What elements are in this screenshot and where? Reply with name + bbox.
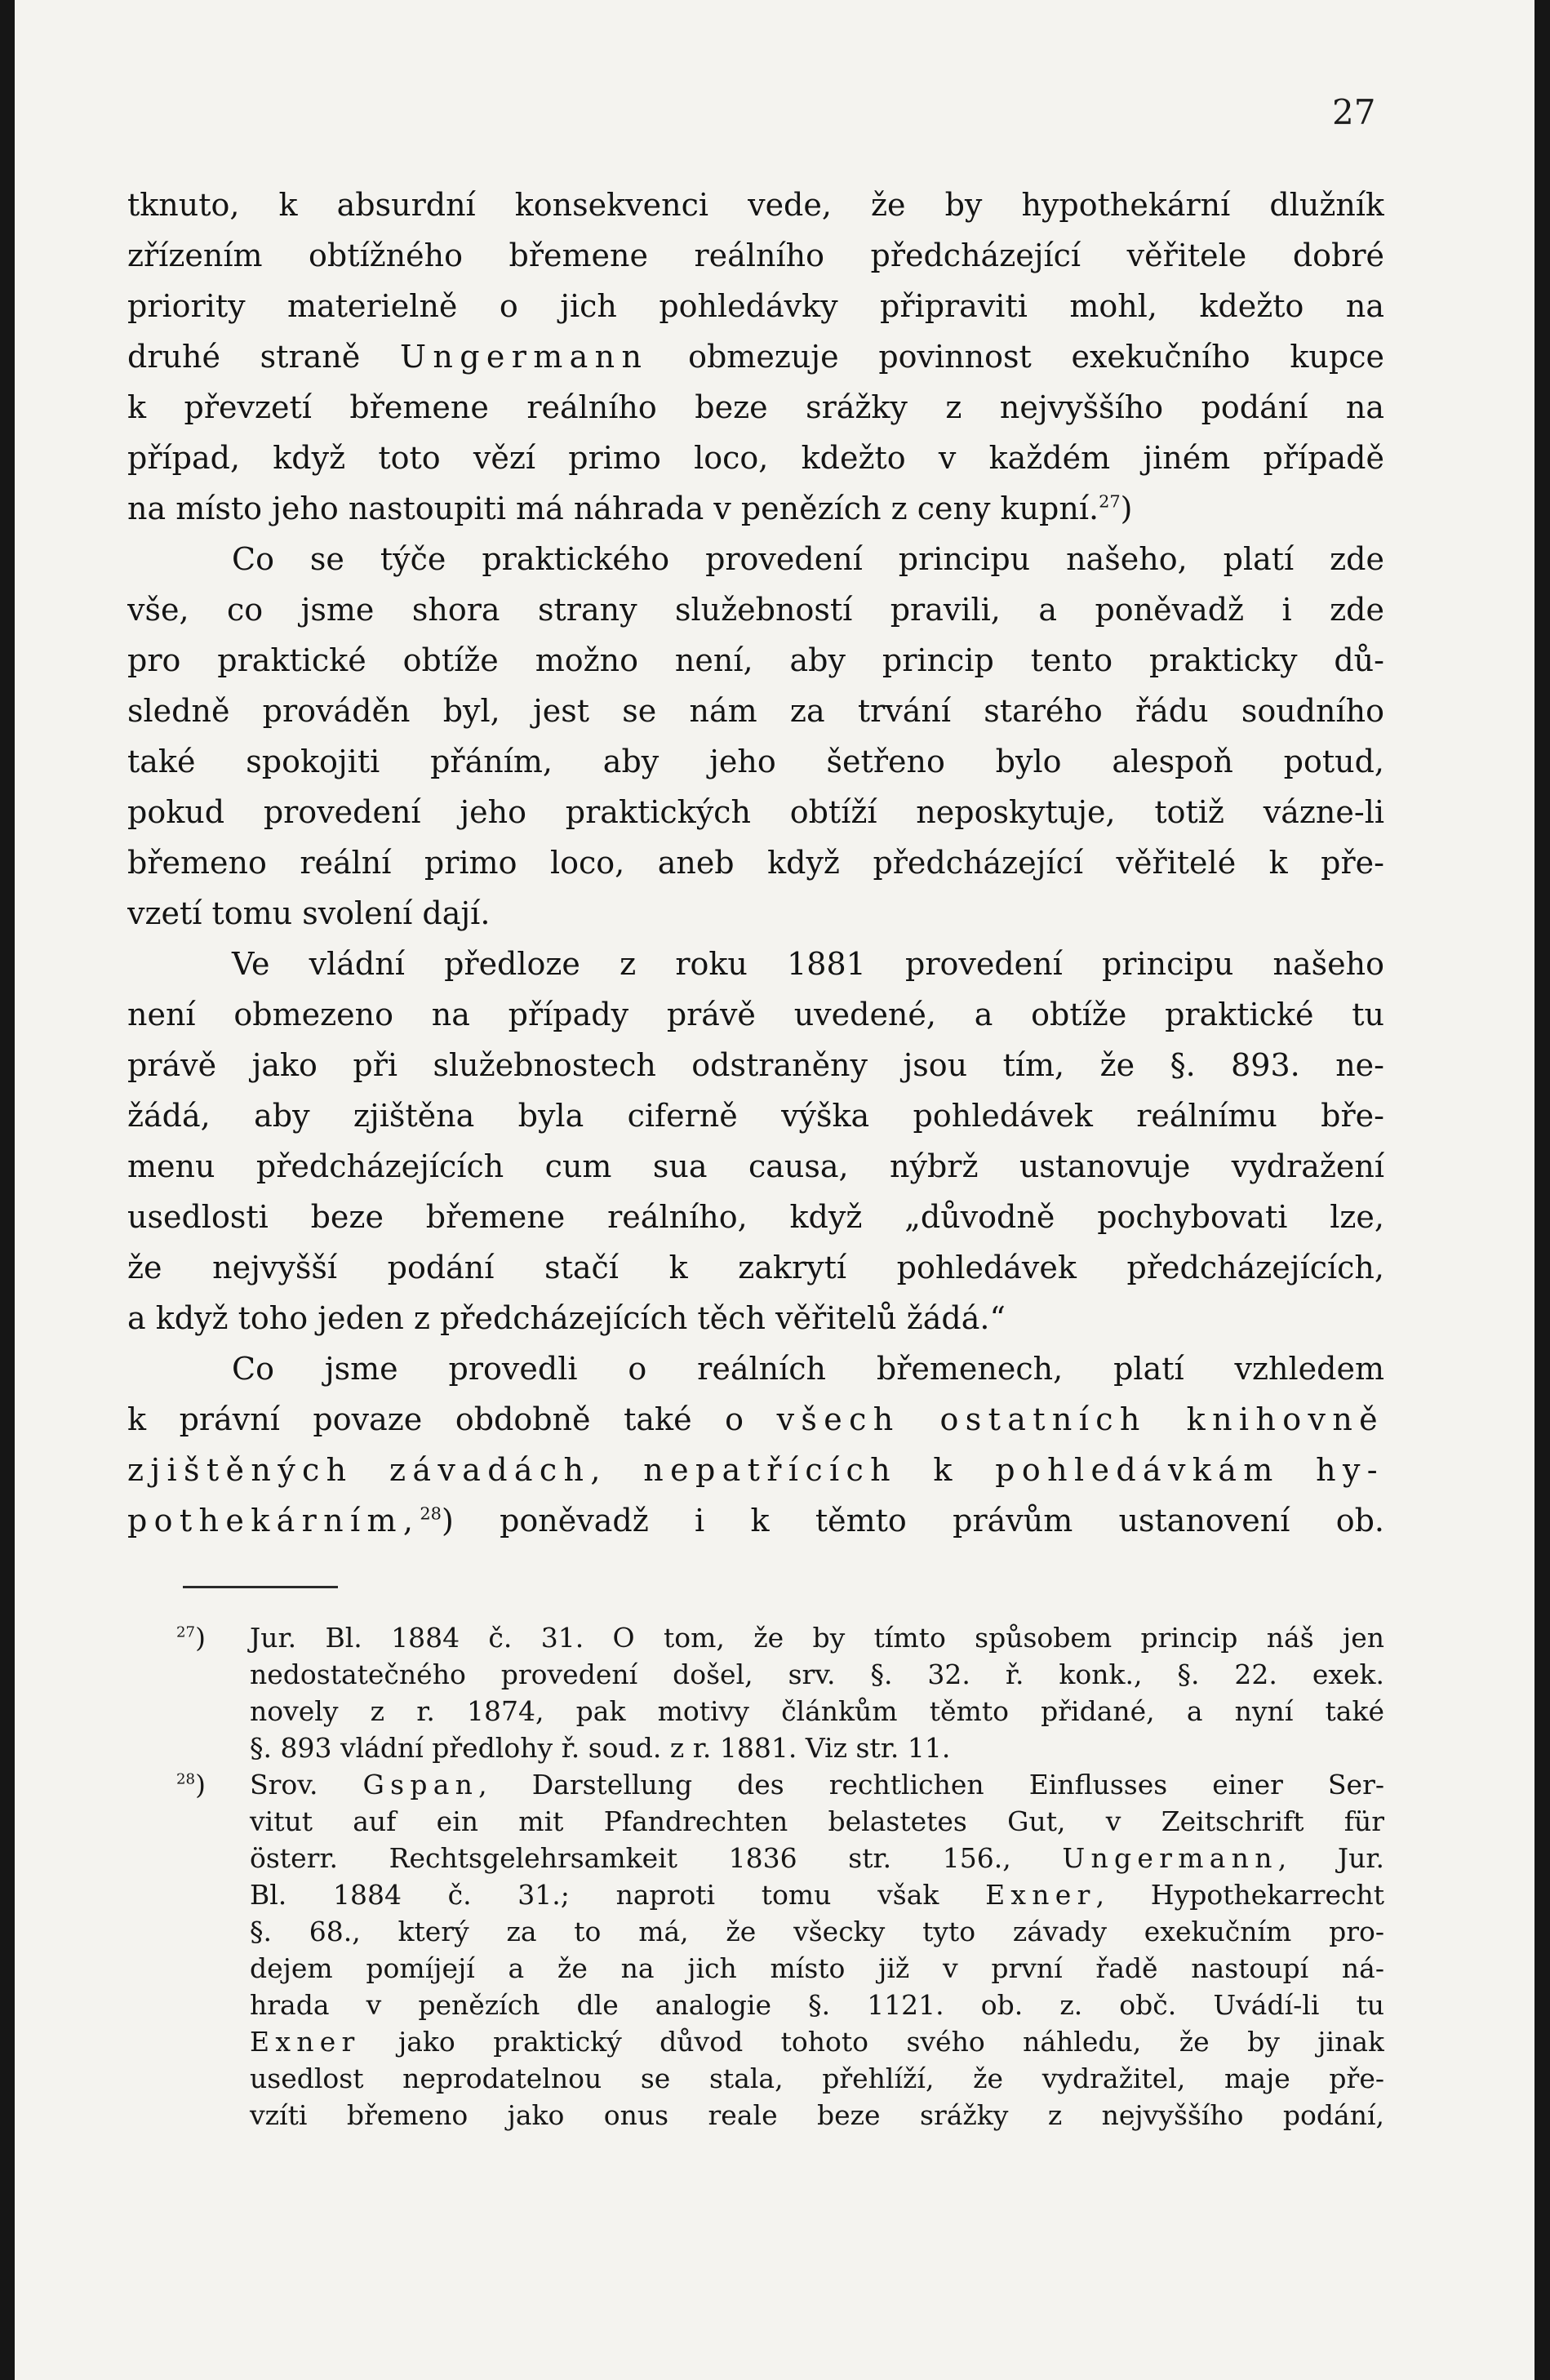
footnote-text: Bl. 1884 č. 31.; naproti tomu však (250, 1879, 986, 1911)
footnote-ref: 27 (1099, 491, 1121, 512)
text-line: menu předcházejících cum sua causa, nýbrž ustanovuje vydražení (127, 1148, 1384, 1184)
footnote-text: Jur. Bl. 1884 č. 31. O tom, že by tímto spůsobem princip náš jen (250, 1622, 1384, 1654)
footnote-line (127, 2023, 1384, 2060)
footnote-ref: 28 (420, 1503, 442, 1524)
page-sheet (15, 0, 1534, 2380)
footnote-divider (183, 1586, 338, 1588)
text-line: tknuto, k absurdní konsekvenci vede, že by hypothekární dlužník (127, 187, 1384, 223)
footnote-marker (176, 1619, 250, 1656)
footnote-line: vitut auf ein mit Pfandrechten belastetes Gut, v Zeitschrift für (250, 1805, 1384, 1837)
footnote-number: 27 (176, 1623, 196, 1641)
author-name: Ungermann (399, 339, 649, 375)
text-line (127, 483, 1384, 534)
text-line: sledně prováděn byl, jest se nám za trvání starého řádu soudního (127, 693, 1384, 729)
text-line: a když toho jeden z předcházejících těch věřitelů žádá.“ (127, 1300, 1006, 1336)
footnote-text: Srov. (250, 1769, 363, 1801)
footnote-ref-close: ) (1120, 491, 1133, 526)
text-line: není obmezeno na případy právě uvedené, a obtíže praktické tu (127, 997, 1384, 1032)
text-fragment: ) poněvadž i k těmto právům ustanovení ob. (441, 1503, 1384, 1539)
text-line: žádá, aby zjištěna byla ciferně výška pohledávek reálnímu bře- (127, 1098, 1384, 1134)
footnote-line: nedostatečného provedení došel, srv. §. 32. ř. konk., §. 22. exek. (250, 1658, 1384, 1690)
footnote-text: , Jur. (1277, 1842, 1384, 1874)
text-line: pro praktické obtíže možno není, aby princip tento prakticky dů- (127, 642, 1384, 678)
footnote-line: novely z r. 1874, pak motivy článkům těmto přidané, a nyní také (250, 1695, 1384, 1727)
author-name: Gspan (362, 1769, 479, 1801)
text-line: k převzetí břemene reálního beze srážky z nejvyššího podání na (127, 389, 1384, 425)
footnote-line (127, 1766, 1384, 1803)
text-line: usedlosti beze břemene reálního, když „důvodně pochybovati lze, (127, 1199, 1384, 1235)
footnote-line: §. 893 vládní předlohy ř. soud. z r. 1881. Viz str. 11. (250, 1732, 951, 1764)
footnote-marker (176, 1766, 250, 1803)
footnotes (127, 1619, 1384, 2134)
emphasized-text: všech ostatních knihovně (776, 1401, 1384, 1437)
text-line (127, 1495, 1384, 1546)
text-line: vzetí tomu svolení dají. (127, 895, 491, 931)
text-line: Ve vládní předloze z roku 1881 provedení principu našeho (232, 946, 1384, 982)
text-line (127, 331, 1384, 382)
text-fragment: na místo jeho nastoupiti má náhrada v penězích z ceny kupní. (127, 491, 1099, 526)
author-name: Ungermann (1062, 1842, 1278, 1874)
text-fragment: k právní povaze obdobně také o (127, 1401, 777, 1437)
footnote-line: §. 68., který za to má, že všecky tyto závady exekučním pro- (250, 1916, 1384, 1947)
text-line: priority materielně o jich pohledávky připraviti mohl, kdežto na (127, 288, 1384, 324)
text-line: že nejvyšší podání stačí k zakrytí pohledávek předcházejících, (127, 1250, 1384, 1285)
author-name: Exner (250, 2026, 361, 2058)
page-number: 27 (1332, 92, 1376, 132)
footnote-line (127, 1840, 1384, 1876)
text-line: zřízením obtížného břemene reálního předcházející věřitele dobré (127, 238, 1384, 273)
text-line: právě jako při služebnostech odstraněny jsou tím, že §. 893. ne- (127, 1047, 1384, 1083)
footnote-line: hrada v penězích dle analogie §. 1121. ob. z. obč. Uvádí-li tu (250, 1989, 1384, 2021)
footnote-text: jako praktický důvod tohoto svého náhledu, že by jinak (360, 2026, 1384, 2058)
footnote-number-close: ) (195, 1622, 206, 1654)
emphasized-text: pothekárním, (127, 1503, 420, 1539)
text-line: vše, co jsme shora strany služebností pravili, a poněvadž i zde (127, 592, 1384, 628)
footnote-number-close: ) (195, 1769, 206, 1801)
text-line: zjištěných závadách, nepatřících k pohledávkám hy- (127, 1452, 1384, 1488)
text-fragment: druhé straně (127, 339, 400, 375)
text-line (127, 1394, 1384, 1445)
text-line: také spokojiti přáním, aby jeho šetřeno bylo alespoň potud, (127, 744, 1384, 779)
footnote-number: 28 (176, 1770, 196, 1788)
footnote-line: vzíti břemeno jako onus reale beze srážky z nejvyššího podání, (250, 2099, 1384, 2131)
footnote-line: usedlost neprodatelnou se stala, přehlíží, že vydražitel, maje pře- (250, 2063, 1384, 2094)
text-fragment: obmezuje povinnost exekučního kupce (648, 339, 1384, 375)
text-line: Co se týče praktického provedení principu našeho, platí zde (232, 541, 1384, 577)
text-line: břemeno reální primo loco, aneb když předcházející věřitelé k pře- (127, 845, 1384, 881)
text-line: pokud provedení jeho praktických obtíží neposkytuje, totiž vázne-li (127, 794, 1384, 830)
footnote-line (127, 1619, 1384, 1656)
footnote-line: dejem pomíjejí a že na jich místo již v první řadě nastoupí ná- (250, 1952, 1384, 1984)
text-line: případ, když toto vězí primo loco, kdežto v každém jiném případě (127, 440, 1384, 476)
footnote-line (127, 1876, 1384, 1913)
footnote-text: , Hypothekarrecht (1095, 1879, 1384, 1911)
footnote-text: , Darstellung des rechtlichen Einflusses einer Ser- (478, 1769, 1384, 1801)
footnote-text: österr. Rechtsgelehrsamkeit 1836 str. 156., (250, 1842, 1063, 1874)
main-text (127, 180, 1384, 1546)
author-name: Exner (985, 1879, 1096, 1911)
text-line: Co jsme provedli o reálních břemenech, platí vzhledem (232, 1351, 1384, 1387)
